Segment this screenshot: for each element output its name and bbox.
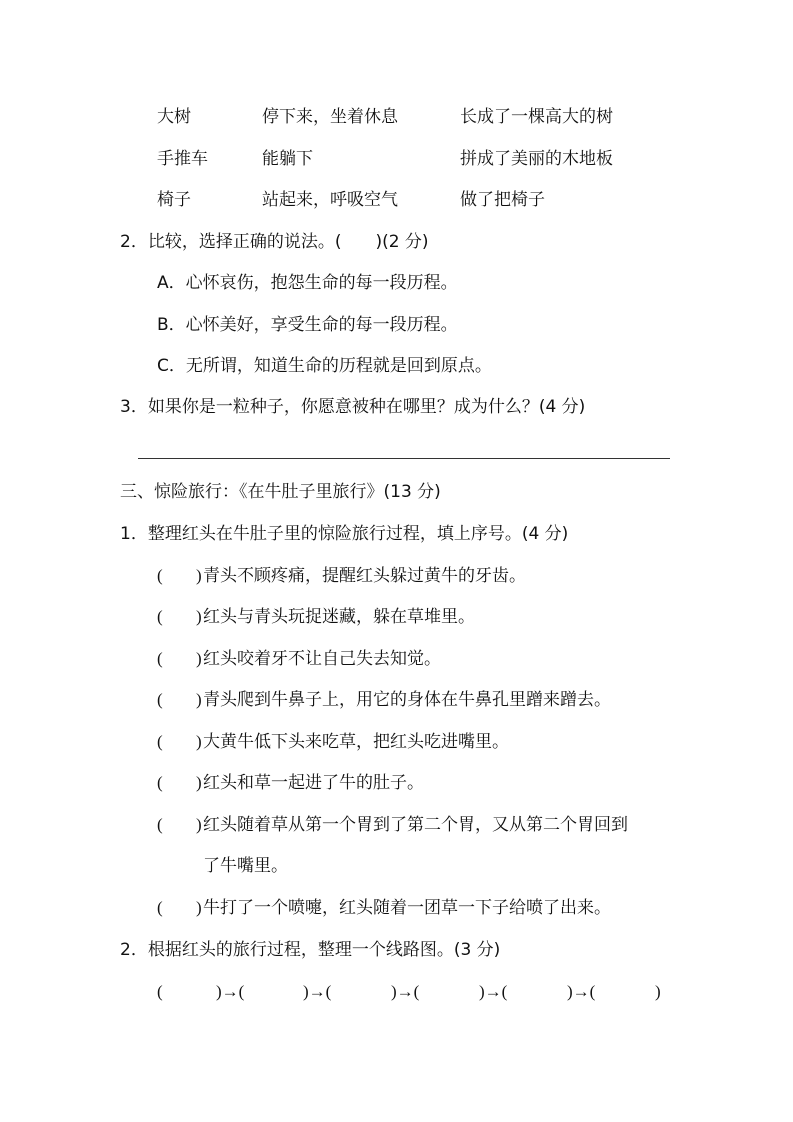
blank-close: ) [196,607,202,626]
blank-open[interactable]: ( [157,690,163,709]
blank-open[interactable]: ( [157,607,163,626]
blank-close: ) [196,773,202,792]
question-3-prompt: 3．如果你是一粒种子，你愿意被种在哪里？成为什么？(4 分) [120,397,586,417]
blank-close: ) [196,649,202,668]
match-cell: 停下来，坐着休息 [262,107,398,127]
blank-close: ) [196,815,202,834]
list-item-text: 青头不顾疼痛，提醒红头躲过黄牛的牙齿。 [203,566,526,586]
route-arrow[interactable]: )→( [303,982,332,1001]
blank-close: ) [196,898,202,917]
section-title: 三、惊险旅行：《在牛肚子里旅行》(13 分) [120,482,441,502]
match-cell: 长成了一棵高大的树 [460,107,613,127]
blank-open[interactable]: ( [157,898,163,917]
list-item-text: 红头和草一起进了牛的肚子。 [203,773,424,793]
option-b[interactable]: B．心怀美好，享受生命的每一段历程。 [157,315,458,335]
blank-open[interactable]: ( [157,566,163,585]
route-blank-end: ) [655,982,661,1001]
blank-open[interactable]: ( [157,649,163,668]
match-cell: 椅子 [157,190,191,210]
question-2-prompt: 2．比较，选择正确的说法。( )(2 分) [120,232,429,252]
list-item-text: 红头咬着牙不让自己失去知觉。 [203,649,441,669]
blank-open[interactable]: ( [157,815,163,834]
list-item-text: 牛打了一个喷嚏，红头随着一团草一下子给喷了出来。 [203,898,611,918]
option-c[interactable]: C．无所谓，知道生命的历程就是回到原点。 [157,356,492,376]
blank-open[interactable]: ( [157,773,163,792]
section3-question-2-prompt: 2．根据红头的旅行过程，整理一个线路图。(3 分) [120,940,501,960]
section3-question-1-prompt: 1．整理红头在牛肚子里的惊险旅行过程，填上序号。(4 分) [120,524,569,544]
answer-line[interactable] [138,458,670,459]
list-item-continuation: 了牛嘴里。 [203,856,288,876]
match-cell: 拼成了美丽的木地板 [460,149,613,169]
route-arrow[interactable]: )→( [479,982,508,1001]
route-arrow[interactable]: )→( [216,982,245,1001]
list-item-text: 大黄牛低下头来吃草，把红头吃进嘴里。 [203,732,509,752]
blank-open[interactable]: ( [157,732,163,751]
route-arrow[interactable]: )→( [567,982,596,1001]
route-blank[interactable]: ( [157,982,163,1001]
blank-close: ) [196,690,202,709]
blank-close: ) [196,566,202,585]
list-item-text: 红头与青头玩捉迷藏，躲在草堆里。 [203,607,475,627]
option-a[interactable]: A．心怀哀伤，抱怨生命的每一段历程。 [157,273,458,293]
match-cell: 做了把椅子 [460,190,545,210]
route-arrow[interactable]: )→( [391,982,420,1001]
blank-close: ) [196,732,202,751]
match-cell: 能躺下 [262,149,313,169]
match-cell: 手推车 [157,149,208,169]
list-item-text: 红头随着草从第一个胃到了第二个胃，又从第二个胃回到 [203,815,628,835]
match-cell: 站起来，呼吸空气 [262,190,398,210]
list-item-text: 青头爬到牛鼻子上，用它的身体在牛鼻孔里蹭来蹭去。 [203,690,611,710]
match-cell: 大树 [157,107,191,127]
